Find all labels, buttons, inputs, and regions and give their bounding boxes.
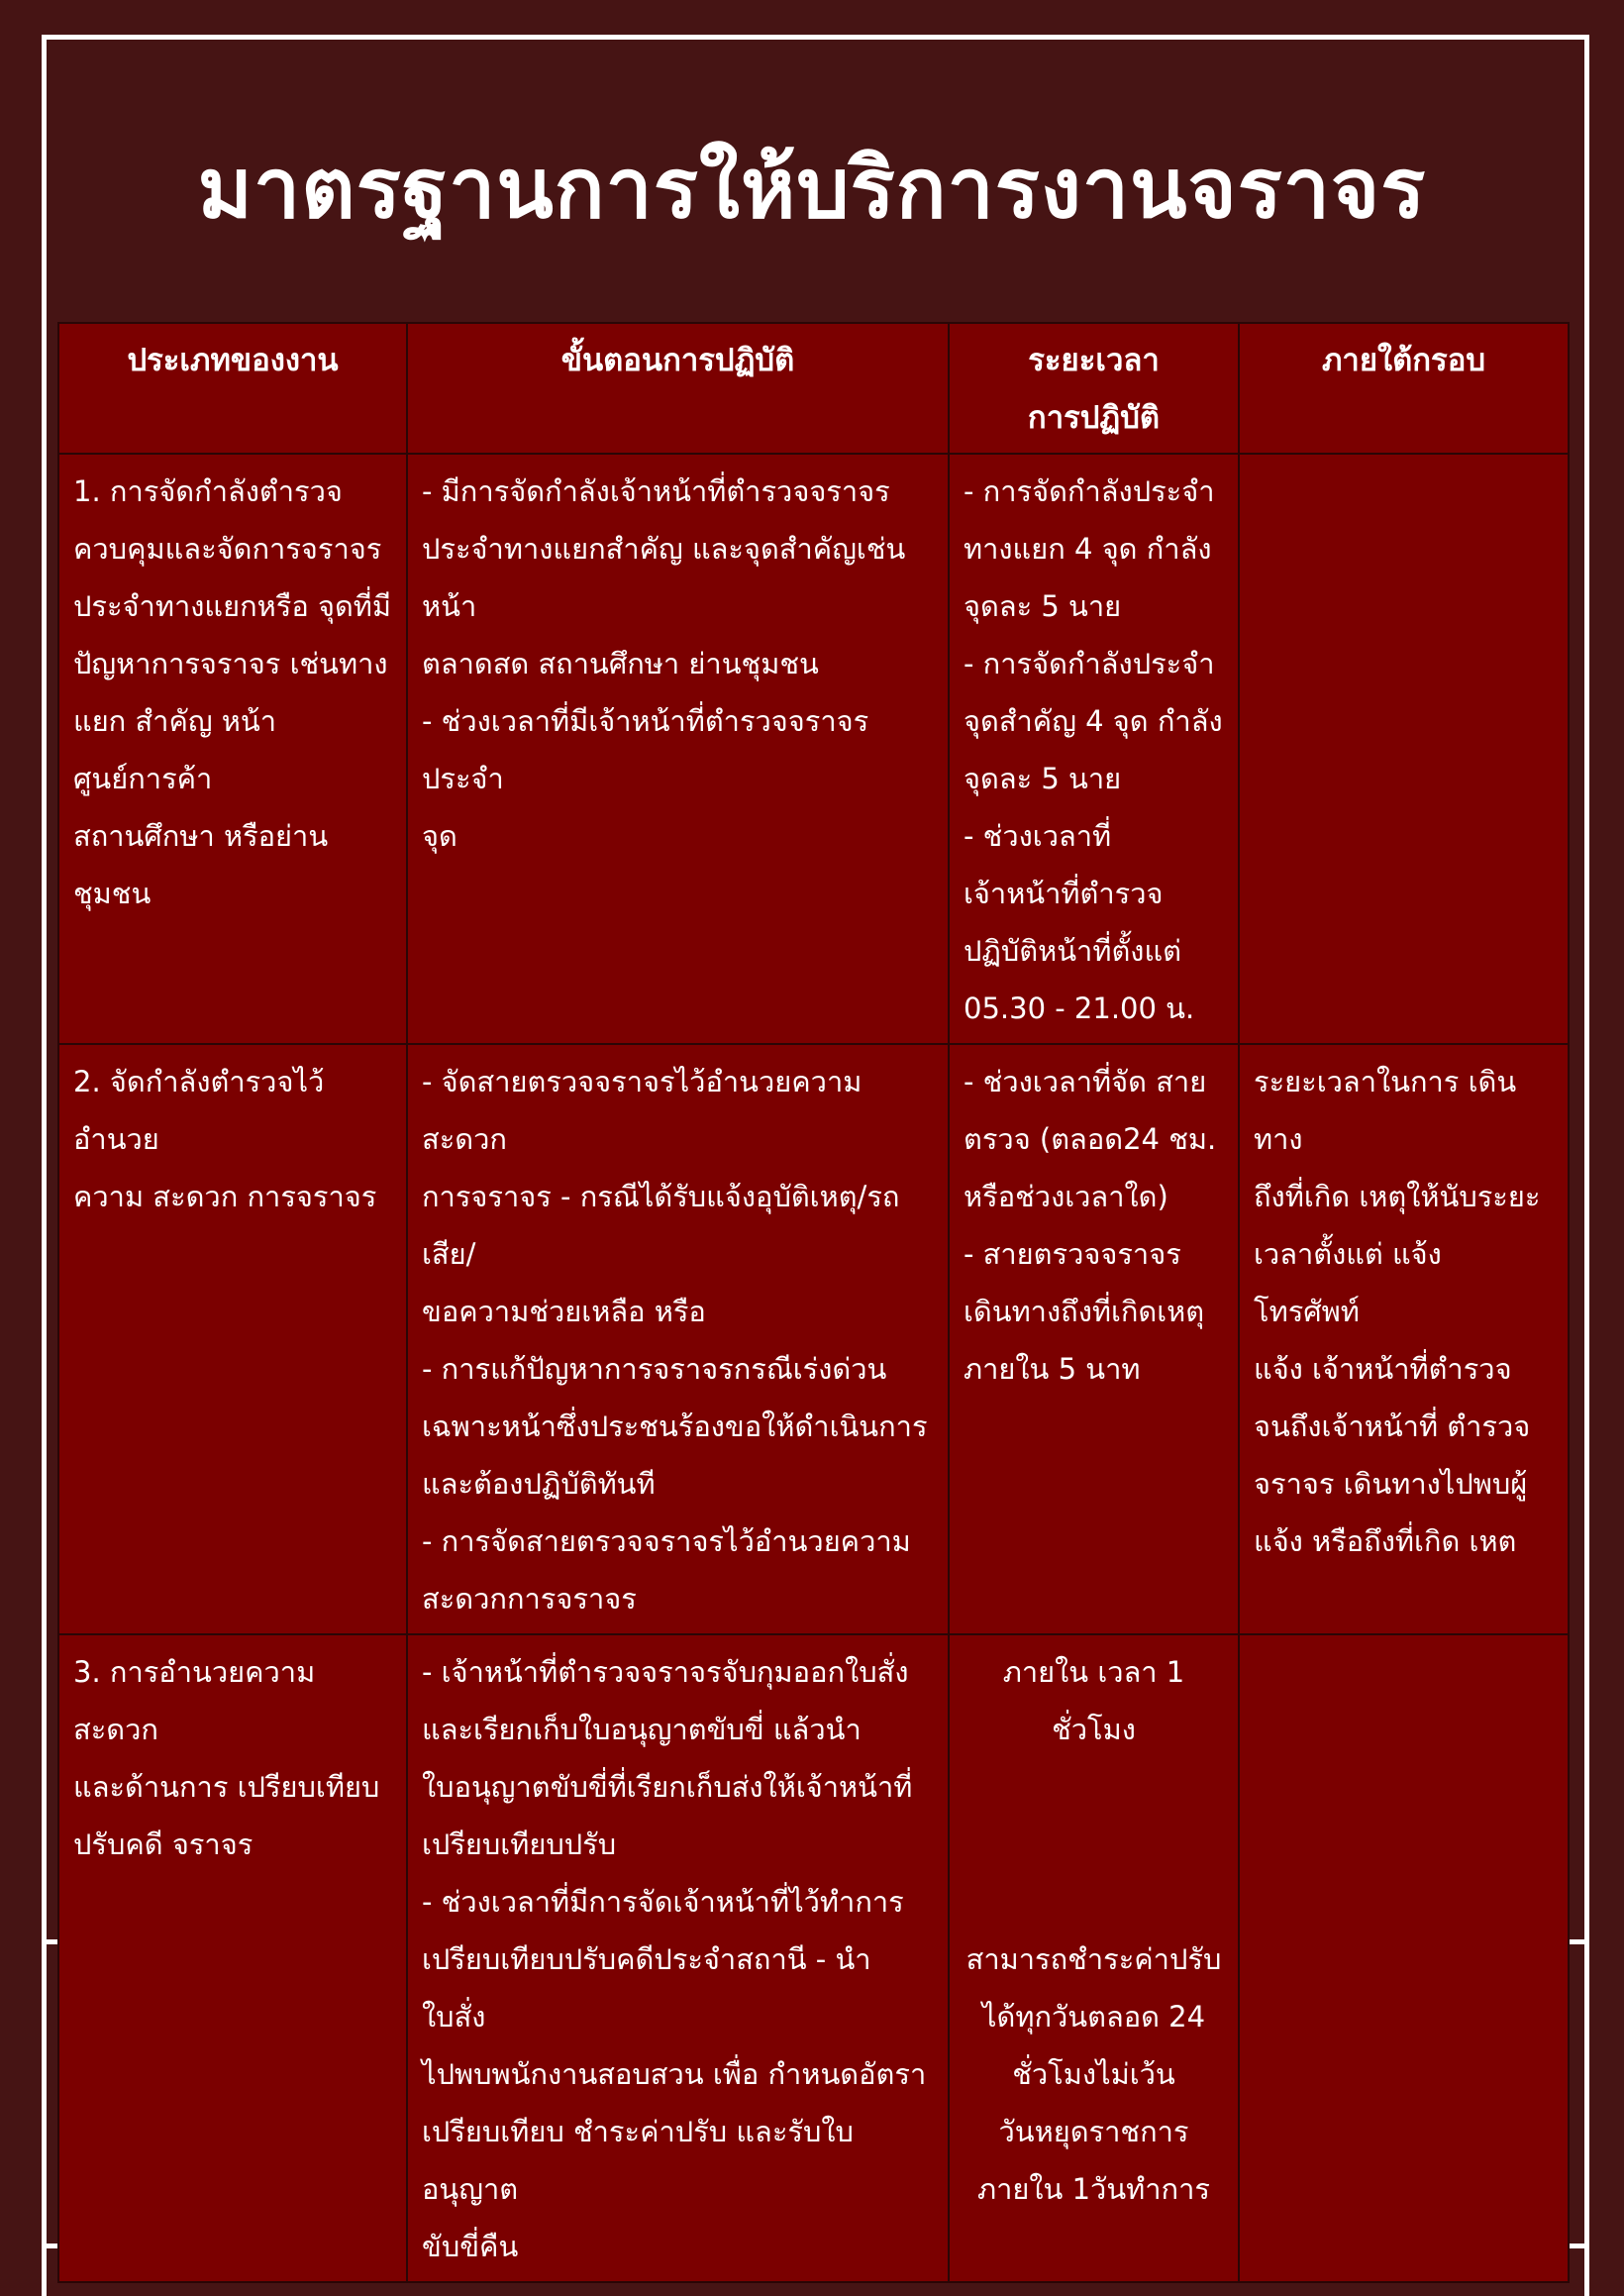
- table-row: [58, 1044, 1569, 1634]
- frame-left-line: [42, 35, 47, 2296]
- row-1-work-type: 1. การจัดกำลังตำรวจ ควบคุมและจัดการจราจร ประจำทางแยกหรือ จุดที่มี ปัญหาการจราจร เช่นทาง แยก สำคัญ หน้าศูนย์การค้า สถานศึกษา หรือย่าน ชุมชน: [58, 454, 407, 1044]
- table-row: [58, 454, 1569, 1044]
- row-3-framework: [1239, 1634, 1569, 2282]
- header-duration: ระยะเวลา การปฏิบัติ: [949, 323, 1239, 454]
- row-3-duration: [949, 1634, 1239, 2282]
- table-row: [58, 1634, 1569, 2282]
- row-2-framework: ระยะเวลาในการ เดินทาง ถึงที่เกิด เหตุให้นับระยะ เวลาตั้งแต่ แจ้ง โทรศัพท์ แจ้ง เจ้าหน้าที่ตำรวจ จนถึงเจ้าหน้าที่ ตำรวจ จราจร เดินทางไปพบผู้ แจ้ง หรือถึงที่เกิด เหต: [1239, 1044, 1569, 1634]
- row-1-duration: - การจัดกำลังประจำ ทางแยก 4 จุด กำลัง จุดละ 5 นาย - การจัดกำลังประจำ จุดสำคัญ 4 จุด กำลัง จุดละ 5 นาย - ช่วงเวลาที่ เจ้าหน้าที่ตำรวจ ปฏิบัติหน้าที่ตั้งแต่ 05.30 - 21.00 น.: [949, 454, 1239, 1044]
- table-header-row: [58, 323, 1569, 454]
- row-2-work-type: 2. จัดกำลังตำรวจไว้ อำนวย ความ สะดวก การจราจร: [58, 1044, 407, 1634]
- row-3-work-type: 3. การอำนวยความ สะดวก และด้านการ เปรียบเทียบ ปรับคดี จราจร: [58, 1634, 407, 2282]
- row-2-duration: - ช่วงเวลาที่จัด สาย ตรวจ (ตลอด24 ชม. หรือช่วงเวลาใด) - สายตรวจจราจร เดินทางถึงที่เกิดเหตุ ภายใน 5 นาท: [949, 1044, 1239, 1634]
- header-procedure: ขั้นตอนการปฏิบัติ: [407, 323, 949, 454]
- frame-top-line: [42, 35, 1589, 40]
- page-title: มาตรฐานการให้บริการงานจราจร: [197, 140, 1427, 237]
- row-1-procedure: - มีการจัดกำลังเจ้าหน้าที่ตำรวจจราจร ประจำทางแยกสำคัญ และจุดสำคัญเช่น หน้า ตลาดสด สถานศึกษา ย่านชุมชน - ช่วงเวลาที่มีเจ้าหน้าที่ตำรวจจราจร ประจำ จุด: [407, 454, 949, 1044]
- row-1-framework: [1239, 454, 1569, 1044]
- header-work-type: ประเภทของงาน: [58, 323, 407, 454]
- row-3-duration-payment: สามารถชำระค่าปรับ ได้ทุกวันตลอด 24 ชั่วโมงไม่เว้น วันหยุดราชการ ภายใน 1วันทำการ: [965, 1942, 1222, 2206]
- service-standard-table: [57, 322, 1570, 2283]
- row-3-duration-time: ภายใน เวลา 1 ชั่วโมง: [1002, 1655, 1185, 1746]
- row-2-procedure: - จัดสายตรวจจราจรไว้อำนวยความ สะดวก การจราจร - กรณีได้รับแจ้งอุบัติเหตุ/รถเสีย/ ขอความช่วยเหลือ หรือ - การแก้ปัญหาการจราจรกรณีเร่งด่วน เฉพาะหน้าซึ่งประชนร้องขอให้ดำเนินการ และต้องปฏิบัติทันที - การจัดสายตรวจจราจรไว้อำนวยความ สะดวกการจราจร: [407, 1044, 949, 1634]
- frame-right-line: [1584, 35, 1589, 2296]
- row-3-procedure: - เจ้าหน้าที่ตำรวจจราจรจับกุมออกใบสั่ง และเรียกเก็บใบอนุญาตขับขี่ แล้วนำ ใบอนุญาตขับขี่ที่เรียกเก็บส่งให้เจ้าหน้าที่ เปรียบเทียบปรับ - ช่วงเวลาที่มีการจัดเจ้าหน้าที่ไว้ทำการ เปรียบเทียบปรับคดีประจำสถานี - นำใบสั่ง ไปพบพนักงานสอบสวน เพื่อ กำหนดอัตรา เปรียบเทียบ ชำระค่าปรับ และรับใบอนุญาต ขับขี่คืน: [407, 1634, 949, 2282]
- row-3-duration-gap: [964, 1758, 1224, 1931]
- header-framework: ภายใต้กรอบ: [1239, 323, 1569, 454]
